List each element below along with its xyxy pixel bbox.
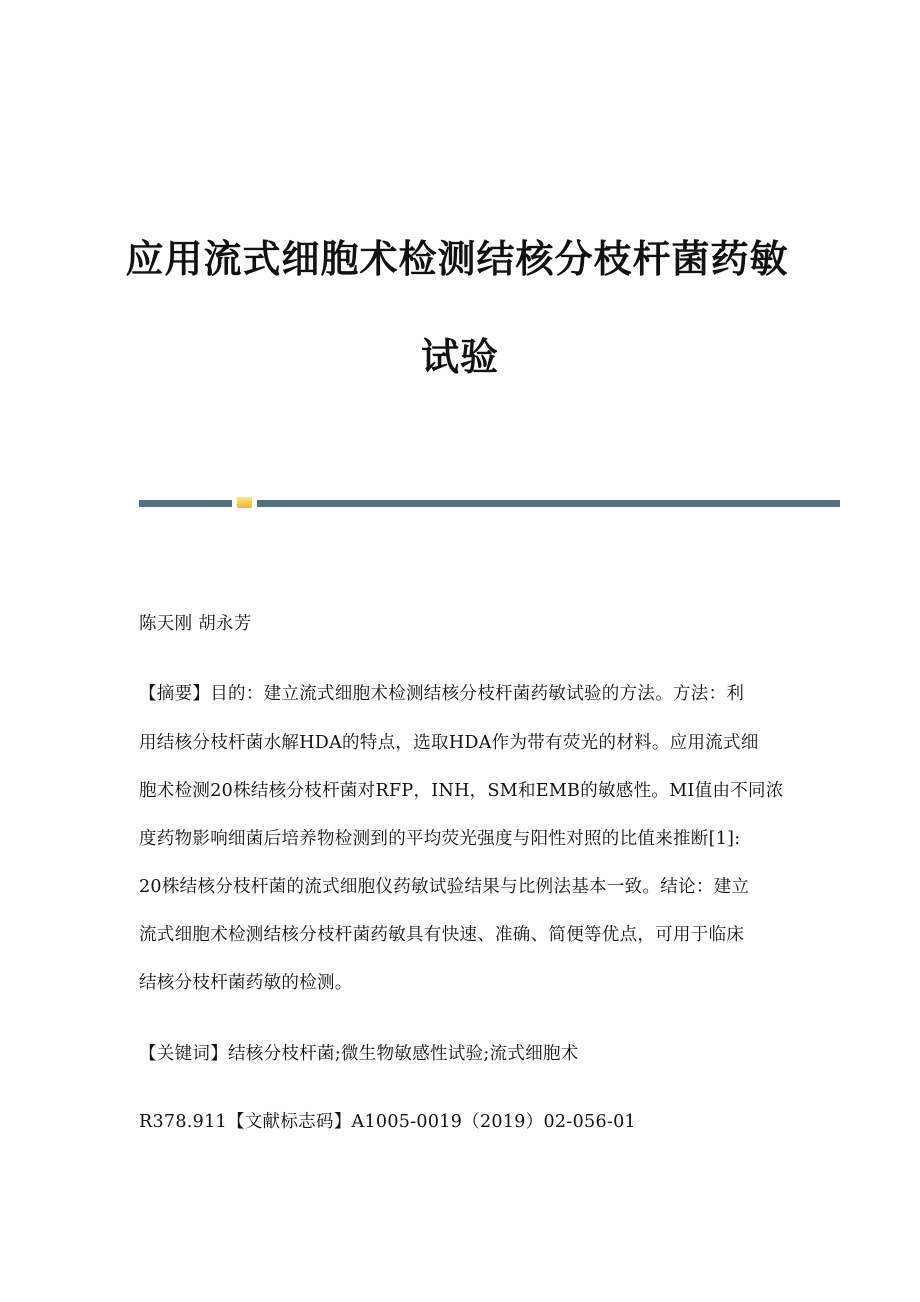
abstract-line: 结核分枝杆菌药敏的检测。 — [139, 973, 353, 993]
abstract-line: 度药物影响细菌后培养物检测到的平均荧光强度与阳性对照的比值来推断[1]: — [139, 829, 741, 849]
divider-left — [139, 500, 232, 507]
abstract-line: 【摘要】目的：建立流式细胞术检测结核分枝杆菌药敏试验的方法。方法：利 — [139, 684, 745, 704]
classification-code: R378.911【文献标志码】A1005-0019（2019）02-056-01 — [139, 1112, 636, 1132]
keywords: 【关键词】结核分枝杆菌;微生物敏感性试验;流式细胞术 — [139, 1044, 579, 1064]
authors: 陈天刚 胡永芳 — [139, 614, 252, 634]
abstract-line: 流式细胞术检测结核分枝杆菌药敏具有快速、准确、简便等优点，可用于临床 — [139, 925, 745, 945]
abstract-line: 用结核分枝杆菌水解HDA的特点，选取HDA作为带有荧光的材料。应用流式细 — [139, 733, 759, 753]
document-title-line-1: 应用流式细胞术检测结核分枝杆菌药敏 — [125, 237, 789, 281]
divider-ornament-icon — [237, 497, 252, 508]
abstract-line: 胞术检测20株结核分枝杆菌对RFP，INH，SM和EMB的敏感性。MI值由不同浓 — [139, 781, 784, 801]
abstract-line: 20株结核分枝杆菌的流式细胞仪药敏试验结果与比例法基本一致。结论：建立 — [139, 877, 750, 897]
divider-right — [257, 500, 840, 507]
document-title-line-2: 试验 — [420, 335, 499, 379]
